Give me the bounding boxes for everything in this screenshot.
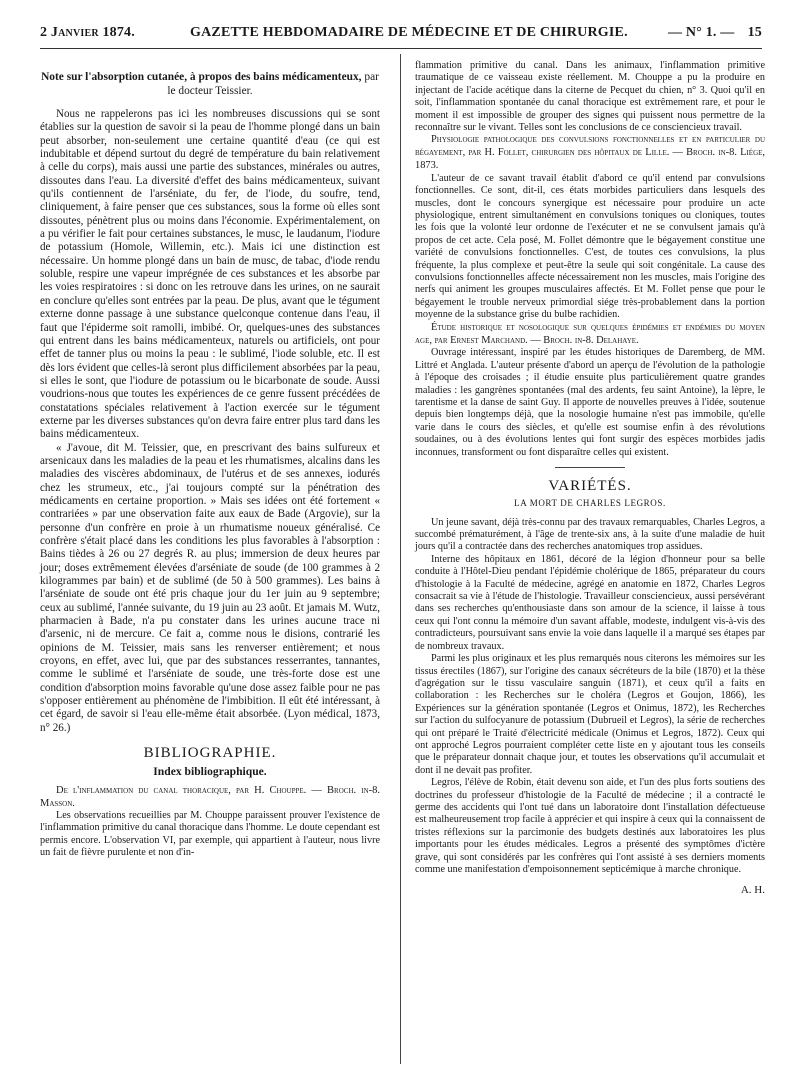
note-title-text: Note sur l'absorption cutanée, à propos des bains médicamenteux,	[41, 71, 362, 83]
varietes-paragraph-3: Parmi les plus originaux et les plus remarqués nous citerons les mémoires sur les tissus érectiles (1867), sur l'origine des canaux sécréteurs de la bile (1870) et la thèse d'agrégation sur le tissu vasculaire sanguin (1871), et ceux qu'il a faits en collaboration : les Recherches sur le choléra (Legros et Goujon, 1866), les Expériences sur la génération spontanée (Legros et Onimus, 1872), les Recherches sur l'action du sulfocyanure de potassium (Dubrueil et Legros), la série de recherches qui ont préparé le Traité d'électricité médicale (Onimus et Legros, 1872). Ceux qui ont approché Legros pourraient compléter cette liste en y ajoutant tous les conseils que le préparateur donnait chaque jour, et toutes les observations qu'il accumulait et dont il ne devait pas profiter.	[415, 653, 765, 776]
biblio-entry-follet: Physiologie pathologique des convulsions fonctionnelles et en particulier du bégayement, par H. Follet, chirurgien des hôpitaux de Lille. — Broch. in-8. Liége, 1873.	[415, 134, 765, 172]
note-title	[40, 70, 380, 98]
issue-number: — N° 1. —	[668, 25, 735, 40]
note-paragraph-1: Nous ne rappelerons pas ici les nombreuses discussions qui se sont établies sur la question de savoir si la peau de l'homme plongé dans un bain peut absorber, non-seulement une certaine quantité d'eau (ce qui est indubitable et dépend surtout du degré de température du bain relativement à celle du corps), mais aussi une partie des substances, minérales ou autres, dissoutes dans l'eau. La diversité d'effet des bains médicamenteux, suivant qu'ils contiennent de l'arséniate, du fer, de l'iode, du soufre, tend, cliniquement, à faire penser que ces substances, sous la forme où elles sont dissoutes, pénètrent plus ou moins dans l'économie. Expérimentalement, on a pu vérifier le fait pour certaines substances, le musc, le laudanum, l'iodure de potassium (Homole, Willemin, etc.). Mais ici une distinction est nécessaire. Un homme plongé dans un bain de musc, de tabac, d'iode rendu soluble, respire une vapeur imprégnée de ces substances et les absorbe par les voies respiratoires : si donc on les retrouve dans les urines, on ne saurait en conclure qu'elles sont entrées par la peau. De plus, avant que le tégument externe donne passage à une substance quelconque contenue dans l'eau, il faut que l'épiderme soit ramolli, imbibé. Or, quelques-unes des substances qui entrent dans les bains médicamenteux, naturels ou artificiels, ont pour effet de tanner plus ou moins la peau : le sublimé, l'iode soluble, etc. Il est dès lors évident que celles-là seront plus difficilement absorbées par la peau, si elles le sont, que l'iodure de potassium ou le bicarbonate de soude. Aussi voudrions-nous que toutes les expériences de ce genre fussent précédées de constatations spéciales relativement à l'action exercée sur le tégument externe par les diverses substances qu'on devra faire entrer plus tard dans les bains médicamenteux.	[40, 108, 380, 441]
note-paragraph-2: « J'avoue, dit M. Teissier, que, en prescrivant des bains sulfureux et arsenicaux dans les maladies de la peau et les rhumatismes, alcalins dans les maladies des viscères abdominaux, de l'utérus et de ses annexes, iodurés chez les strumeux, etc., j'ai toujours compté sur la pénétration des médicaments en certaine proportion. » Mais ses idées ont été fortement « contrariées » par une observation faite aux eaux de Bade (Argovie), sur la personne d'un confrère en proie à un rhumatisme noueux généralisé. Ce confrère s'était placé dans les conditions les plus favorables à l'absorption : Bains tièdes à 26 ou 27 degrés R. au plus; immersion de deux heures par jour; doses extrêmement élevées d'arséniate de soude (de 100 grammes à 2 kilogrammes par bain) et de sublimé (de 50 à 500 grammes). Les bains à l'arséniate de soude ont été pris chaque jour du 1er juin au 9 septembre; ceux au sublimé, l'année suivante, du 19 juin au 23 août. Et jamais M. Wutz, pharmacien à Bade, n'a pu constater dans les urines aucune trace ni d'arsenic, ni de mercure. Ce fait a, comme nous le disions, contrarié les opinions de M. Teissier, mais sans les renverser entièrement; et nous croyons, en effet, avec lui, que par des substances resserrantes, tannantes, comme le sublimé et l'arséniate de soude, une très-forte dose est une condition d'absorption moins favorable qu'une dose assez faible pour ne pas s'opposer entièrement au phénomène de l'imbibition. Il eût été intéressant, à cet égard, de savoir si l'eau elle-même était absorbée. (Lyon médical, 1873, n° 26.)	[40, 441, 380, 734]
left-column	[40, 70, 380, 859]
article-signature: A. H.	[740, 884, 765, 897]
index-bibliographique-heading: Index bibliographique.	[153, 764, 267, 778]
bibliographie-heading: BIBLIOGRAPHIE.	[143, 745, 277, 762]
legros-subheading: LA MORT DE CHARLES LEGROS.	[514, 498, 666, 509]
varietes-paragraph-1: Un jeune savant, déjà très-connu par des travaux remarquables, Charles Legros, a succombé prématurément, à l'âge de trente-six ans, à la suite d'une maladie de huit jours qu'il a contractée dans des recherches anatomiques trop assidues.	[415, 516, 765, 553]
varietes-paragraph-4: Legros, l'élève de Robin, était devenu son aide, et l'un des plus forts soutiens des doctrines du professeur d'histologie de la Faculté de médecine ; il a contracté le germe des accidents qui l'ont tué dans un laboratoire dont l'installation défectueuse est malheureusement trop facile à apprécier et qui inspire à ceux qui la connaissent de tristes réflexions sur la parcimonie des budgets destinés aux laboratoires les plus importants pour les études médicales. Legros a présenté des symptômes d'ictère grave, qui sont considérés par les confrères qui l'ont assisté à ses derniers moments comme une manifestation d'empoisonnement septicémique à marche chronique.	[415, 777, 765, 876]
section-divider	[555, 467, 625, 468]
biblio-text-marchand: Ouvrage intéressant, inspiré par les études historiques de Daremberg, de MM. Littré et Anglada. L'auteur présente d'abord un aperçu de l'évolution de la pathologie à l'époque des croisades ; il étudie ensuite plus particulièrement quatre grandes maladies : les gangrènes spontanées (mal des ardents, feu saint Antoine), la lèpre, le tarentisme et la danse de saint Guy. Il apporte de nouvelles preuves à l'idée, soutenue depuis bien longtemps déjà, que la nosologie humaine n'est pas immobile, qu'elle varie dans le cours des siècles, et qu'elle est soumise enfin à des révolutions soudaines, ou à des évolutions lentes qui font surgir des espèces morbides jadis inconnues, transforment ou font disparaître celles qui existent.	[415, 347, 765, 458]
issue-date: 2 Janvier 1874.	[40, 25, 135, 40]
running-header	[40, 22, 762, 48]
biblio-text-follet: L'auteur de ce savant travail établit d'abord ce qu'il entend par convulsions fonctionnelles. Ce sont, dit-il, ces états morbides particuliers dans lesquels des muscles, dont le concours synergique est nécessaire pour produire un acte physiologique, entrent simultanément en convulsions toniques ou cloniques, toutes les fois que la volonté leur ordonne de l'exécuter et ne se convulsent jamais qu'à propos de cet acte. Cela posé, M. Follet démontre que le bégayement constitue une variété de convulsions fonctionnelles. C'est, de toutes ces convulsions, la plus fréquente, la plus complexe et peut-être la seule qui soit congénitale. La cause des convulsions fonctionnelles affecte nécessairement non les muscles, mais l'origine des nerfs qui animent les groupes musculaires affectés. Et M. Follet pense que pour le bégayement le trouble nerveux primordial siége très-probablement dans la portion moyenne de la substance grise du bulbe rachidien.	[415, 172, 765, 321]
varietes-heading: VARIÉTÉS.	[548, 477, 632, 494]
note-author: par le docteur Teissier.	[167, 71, 379, 97]
header-rule	[40, 48, 762, 49]
biblio-text-chouppe: Les observations recueillies par M. Chouppe paraissent prouver l'existence de l'inflammation primitive du canal thoracique dans l'homme. Le doute cependant est permis encore. L'observation VI, par exemple, qui appartient à l'auteur, nous livre un fait de fièvre purulente et non d'in-	[40, 809, 380, 859]
varietes-paragraph-2: Interne des hôpitaux en 1861, décoré de la légion d'honneur pour sa belle conduite à l'Hôtel-Dieu pendant l'épidémie cholérique de 1865, préparateur du cours d'histologie à la Faculté de médecine, agrégé en anatomie en 1872, Charles Legros consacrait sa vie à l'étude de l'histologie. Travailleur consciencieux, aussi persévérant dans ses recherches qu'enthousiaste dans son amour de la science, il laisse à tous ceux qui l'ont connu la mémoire d'un savant affable, modeste, indulgent vis-à-vis des contradicteurs, poursuivant sans envie la voie dans laquelle il a marqué ses étapes par de nombreux travaux.	[415, 553, 765, 652]
biblio-text-chouppe-continued: flammation primitive du canal. Dans les animaux, l'inflammation primitive traumatique de ce vaisseau existe réellement. M. Chouppe a pu la produire en injectant de l'acide acétique dans la citerne de Pecquet du chien, n° 3. Quoi qu'il en soit, l'inflammation spontanée du canal thoracique est extrêmement rare, et pour le moment il est impossible de grouper des signes qui puissent nous permettre de la reconnaître sur le vivant. Telles sont les conclusions de ce consciencieux travail.	[415, 60, 765, 134]
biblio-entry-marchand: Étude historique et nosologique sur quelques épidémies et endémies du moyen age, par Ernest Marchand. — Broch. in-8. Delahaye.	[415, 321, 765, 346]
journal-title: GAZETTE HEBDOMADAIRE DE MÉDECINE ET DE CHIRURGIE.	[190, 25, 628, 40]
column-rule	[400, 54, 401, 1064]
right-column	[415, 60, 765, 898]
biblio-entry-chouppe: De l'inflammation du canal thoracique, par H. Chouppe. — Broch. in-8. Masson.	[40, 784, 380, 809]
page-number: 15	[747, 25, 762, 40]
